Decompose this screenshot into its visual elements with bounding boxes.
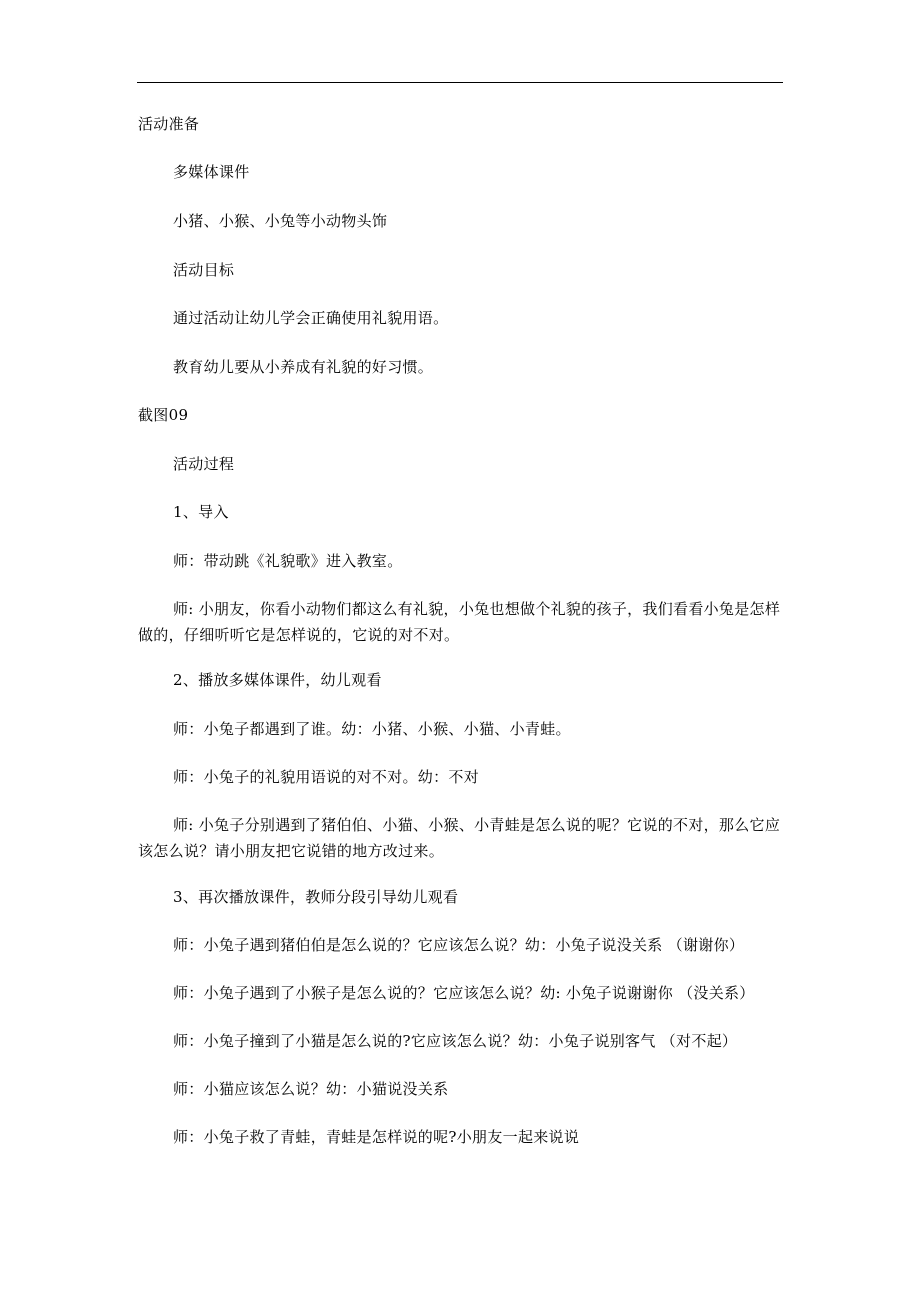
paragraph-preparation-heading: 活动准备 bbox=[138, 115, 200, 133]
paragraph: 小猪、小猴、小兔等小动物头饰 bbox=[173, 212, 388, 230]
paragraph-step-heading: 1、导入 bbox=[173, 503, 229, 521]
header-rule bbox=[137, 82, 783, 83]
paragraph: 师：小兔子遇到了小猴子是怎么说的？它应该怎么说？幼: 小兔子说谢谢你 （没关系） bbox=[173, 984, 755, 1002]
paragraph: 通过活动让幼儿学会正确使用礼貌用语。 bbox=[173, 309, 449, 327]
paragraph: 师：小兔子的礼貌用语说的对不对。幼：不对 bbox=[173, 768, 480, 786]
paragraph: 师: 小兔子分别遇到了猪伯伯、小猫、小猴、小青蛙是怎么说的呢？它说的不对，那么它应该怎么说？请小朋友把它说错的地方改过来。 bbox=[138, 816, 781, 860]
paragraph-step-heading: 3、再次播放课件，教师分段引导幼儿观看 bbox=[173, 888, 459, 906]
paragraph: 教育幼儿要从小养成有礼貌的好习惯。 bbox=[173, 358, 434, 376]
paragraph-process-heading: 活动过程 bbox=[173, 455, 235, 473]
paragraph-goals-heading: 活动目标 bbox=[173, 261, 235, 279]
paragraph: 师：小兔子救了青蛙，青蛙是怎样说的呢?小朋友一起来说说 bbox=[173, 1128, 580, 1146]
paragraph: 师：小兔子撞到了小猫是怎么说的?它应该怎么说？幼：小兔子说别客气 （对不起） bbox=[173, 1032, 738, 1050]
paragraph: 师: 小朋友，你看小动物们都这么有礼貌，小兔也想做个礼貌的孩子，我们看看小兔是怎样做的，仔细听听它是怎样说的，它说的对不对。 bbox=[138, 600, 781, 644]
paragraph: 多媒体课件 bbox=[173, 163, 250, 181]
paragraph: 师：小猫应该怎么说？幼：小猫说没关系 bbox=[173, 1080, 449, 1098]
paragraph: 师：小兔子都遇到了谁。幼：小猪、小猴、小猫、小青蛙。 bbox=[173, 720, 571, 738]
paragraph: 师：带动跳《礼貌歌》进入教室。 bbox=[173, 552, 403, 570]
paragraph: 师：小兔子遇到猪伯伯是怎么说的？它应该怎么说？幼：小兔子说没关系 （谢谢你） bbox=[173, 936, 745, 954]
paragraph-step-heading: 2、播放多媒体课件，幼儿观看 bbox=[173, 671, 382, 689]
paragraph-screenshot-label: 截图09 bbox=[138, 406, 189, 424]
